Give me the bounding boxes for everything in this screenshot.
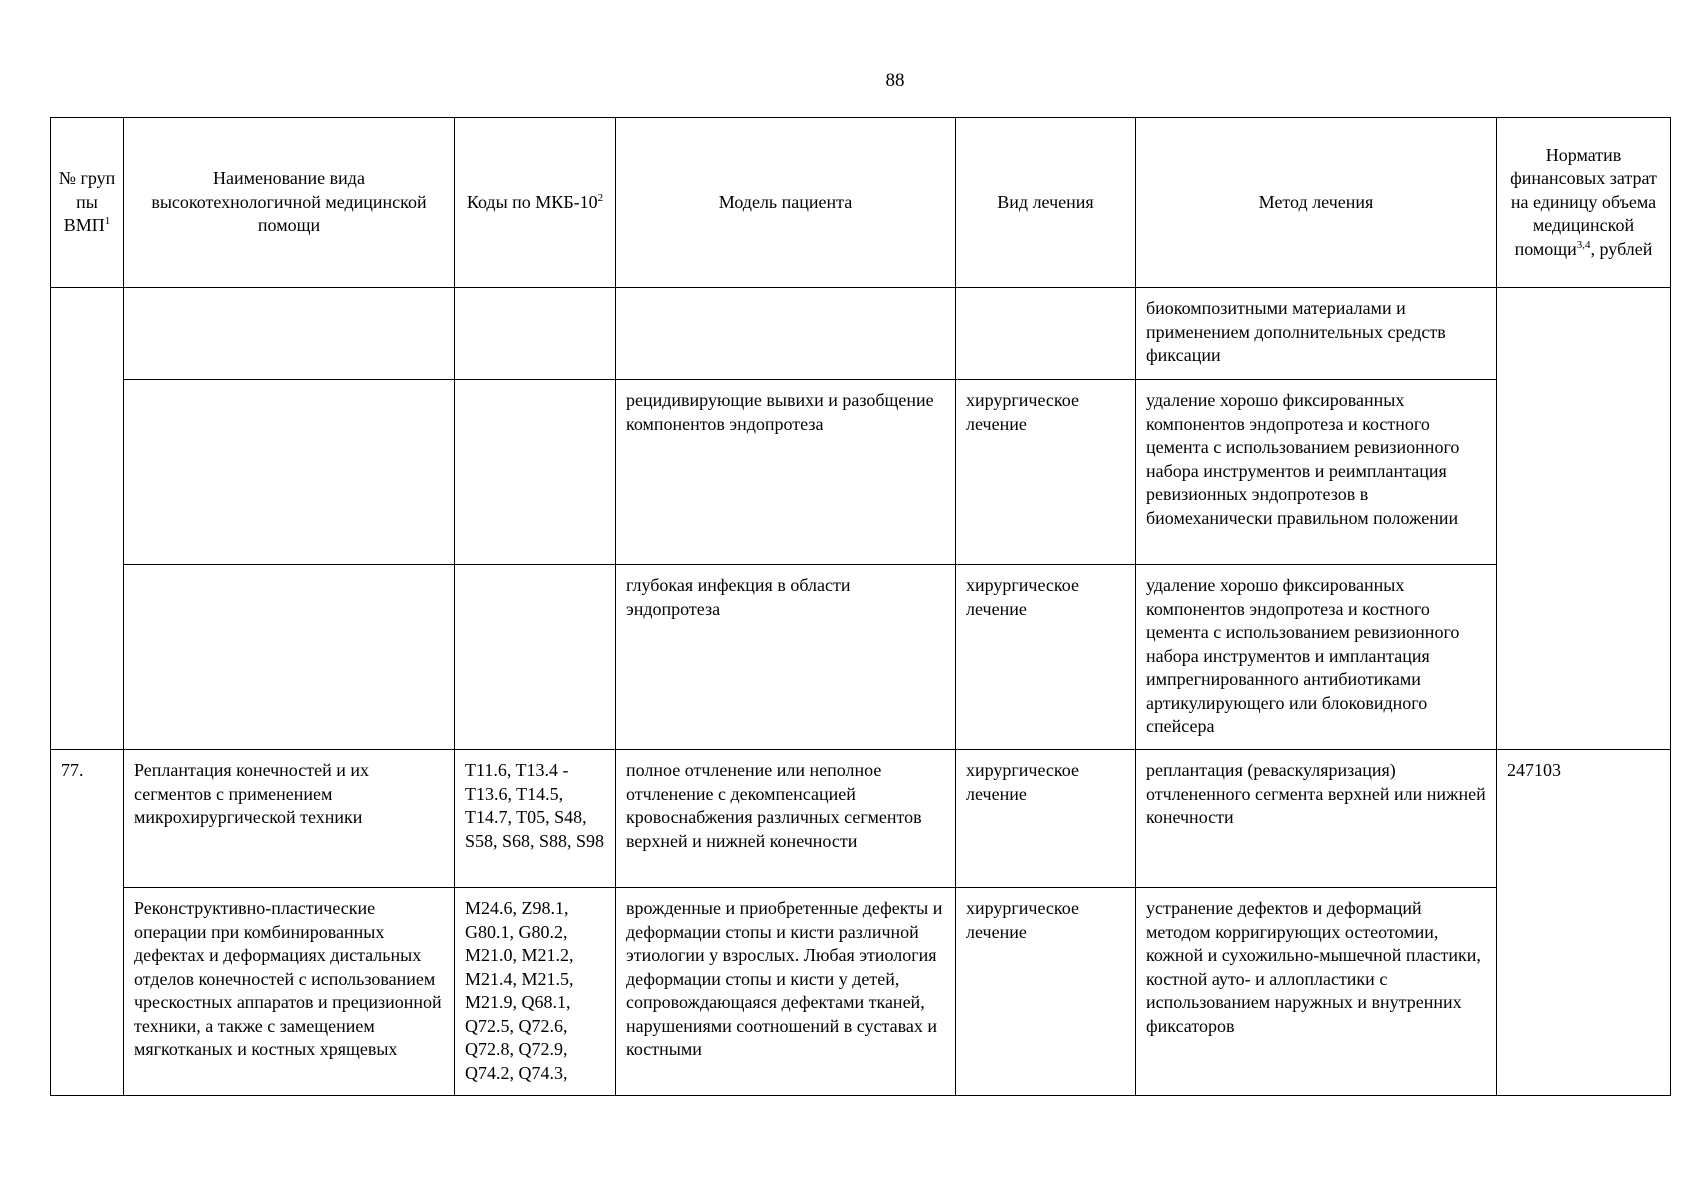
method-cell: устранение дефектов и деформаций методом корригирующих остеотомии, кожной и сухожильно-мышечной пластики, костной ауто- и аллопластики с использованием наружных и внутренних фиксаторов — [1136, 888, 1497, 1096]
codes-cell — [455, 565, 616, 750]
treatment-cell: хирургическое лечение — [956, 888, 1136, 1096]
codes-cell: T11.6, T13.4 - T13.6, T14.5, T14.7, T05, S48, S58, S68, S88, S98 — [455, 750, 616, 888]
name-cell: Реконструктивно-пластические операции при комбинированных дефектах и деформациях дистальных отделов конечностей с использованием чрескостных аппаратов и прецизионной техники, а также с замещением мягкотканых и костных хрящевых — [124, 888, 455, 1096]
model-cell: рецидивирующие вывихи и разобщение компонентов эндопротеза — [616, 380, 956, 565]
codes-cell — [455, 380, 616, 565]
name-cell — [124, 288, 455, 380]
model-cell — [616, 288, 956, 380]
table-row — [51, 750, 1671, 888]
model-cell: полное отчленение или неполное отчленение с декомпенсацией кровоснабжения различных сегментов верхней и нижней конечности — [616, 750, 956, 888]
treatment-cell: хирургическое лечение — [956, 380, 1136, 565]
group-cell — [51, 288, 124, 750]
model-cell: врожденные и приобретенные дефекты и деформации стопы и кисти различной этиологии у взрослых. Любая этиология деформации стопы и кисти у детей, сопровождающаяся дефектами тканей, нарушениями соотношений в суставах и костными — [616, 888, 956, 1096]
header-row — [51, 118, 1671, 288]
header-group-number: № груп пы ВМП$^1$ — [51, 118, 124, 288]
group-cell: 77. — [51, 750, 124, 1096]
cost-cell — [1497, 288, 1671, 750]
name-cell — [124, 380, 455, 565]
header-treatment-type: Вид лечения — [956, 118, 1136, 288]
cost-cell: 247103 — [1497, 750, 1671, 1096]
table-row — [51, 888, 1671, 1096]
codes-cell: M24.6, Z98.1, G80.1, G80.2, M21.0, M21.2, M21.4, M21.5, M21.9, Q68.1, Q72.5, Q72.6, Q72.8, Q72.9, Q74.2, Q74.3, — [455, 888, 616, 1096]
table-row — [51, 380, 1671, 565]
treatment-cell: хирургическое лечение — [956, 750, 1136, 888]
treatment-cell — [956, 288, 1136, 380]
header-patient-model: Модель пациента — [616, 118, 956, 288]
header-icd-codes: Коды по МКБ-$10^2$ — [455, 118, 616, 288]
header-treatment-method: Метод лечения — [1136, 118, 1497, 288]
codes-cell — [455, 288, 616, 380]
treatment-cell: хирургическое лечение — [956, 565, 1136, 750]
name-cell: Реплантация конечностей и их сегментов с применением микрохирургической техники — [124, 750, 455, 888]
vmp-table — [50, 117, 1671, 1096]
table-row — [51, 565, 1671, 750]
method-cell: реплантация (реваскуляризация) отчлененного сегмента верхней или нижней конечности — [1136, 750, 1497, 888]
method-cell: удаление хорошо фиксированных компонентов эндопротеза и костного цемента с использованием ревизионного набора инструментов и реимплантация ревизионных эндопротезов в биомеханически правильном положении — [1136, 380, 1497, 565]
table-row — [51, 288, 1671, 380]
header-cost-norm: Норматив финансовых затрат на единицу объема медицинской помощи$^{3,4}$, рублей — [1497, 118, 1671, 288]
method-cell: биокомпозитными материалами и применением дополнительных средств фиксации — [1136, 288, 1497, 380]
header-vmp-name: Наименование вида высокотехнологичной медицинской помощи — [124, 118, 455, 288]
method-cell: удаление хорошо фиксированных компонентов эндопротеза и костного цемента с использованием ревизионного набора инструментов и имплантация импрегнированного антибиотиками артикулирующего или блоковидного спейсера — [1136, 565, 1497, 750]
name-cell — [124, 565, 455, 750]
page-number: 88 — [885, 70, 905, 91]
model-cell: глубокая инфекция в области эндопротеза — [616, 565, 956, 750]
